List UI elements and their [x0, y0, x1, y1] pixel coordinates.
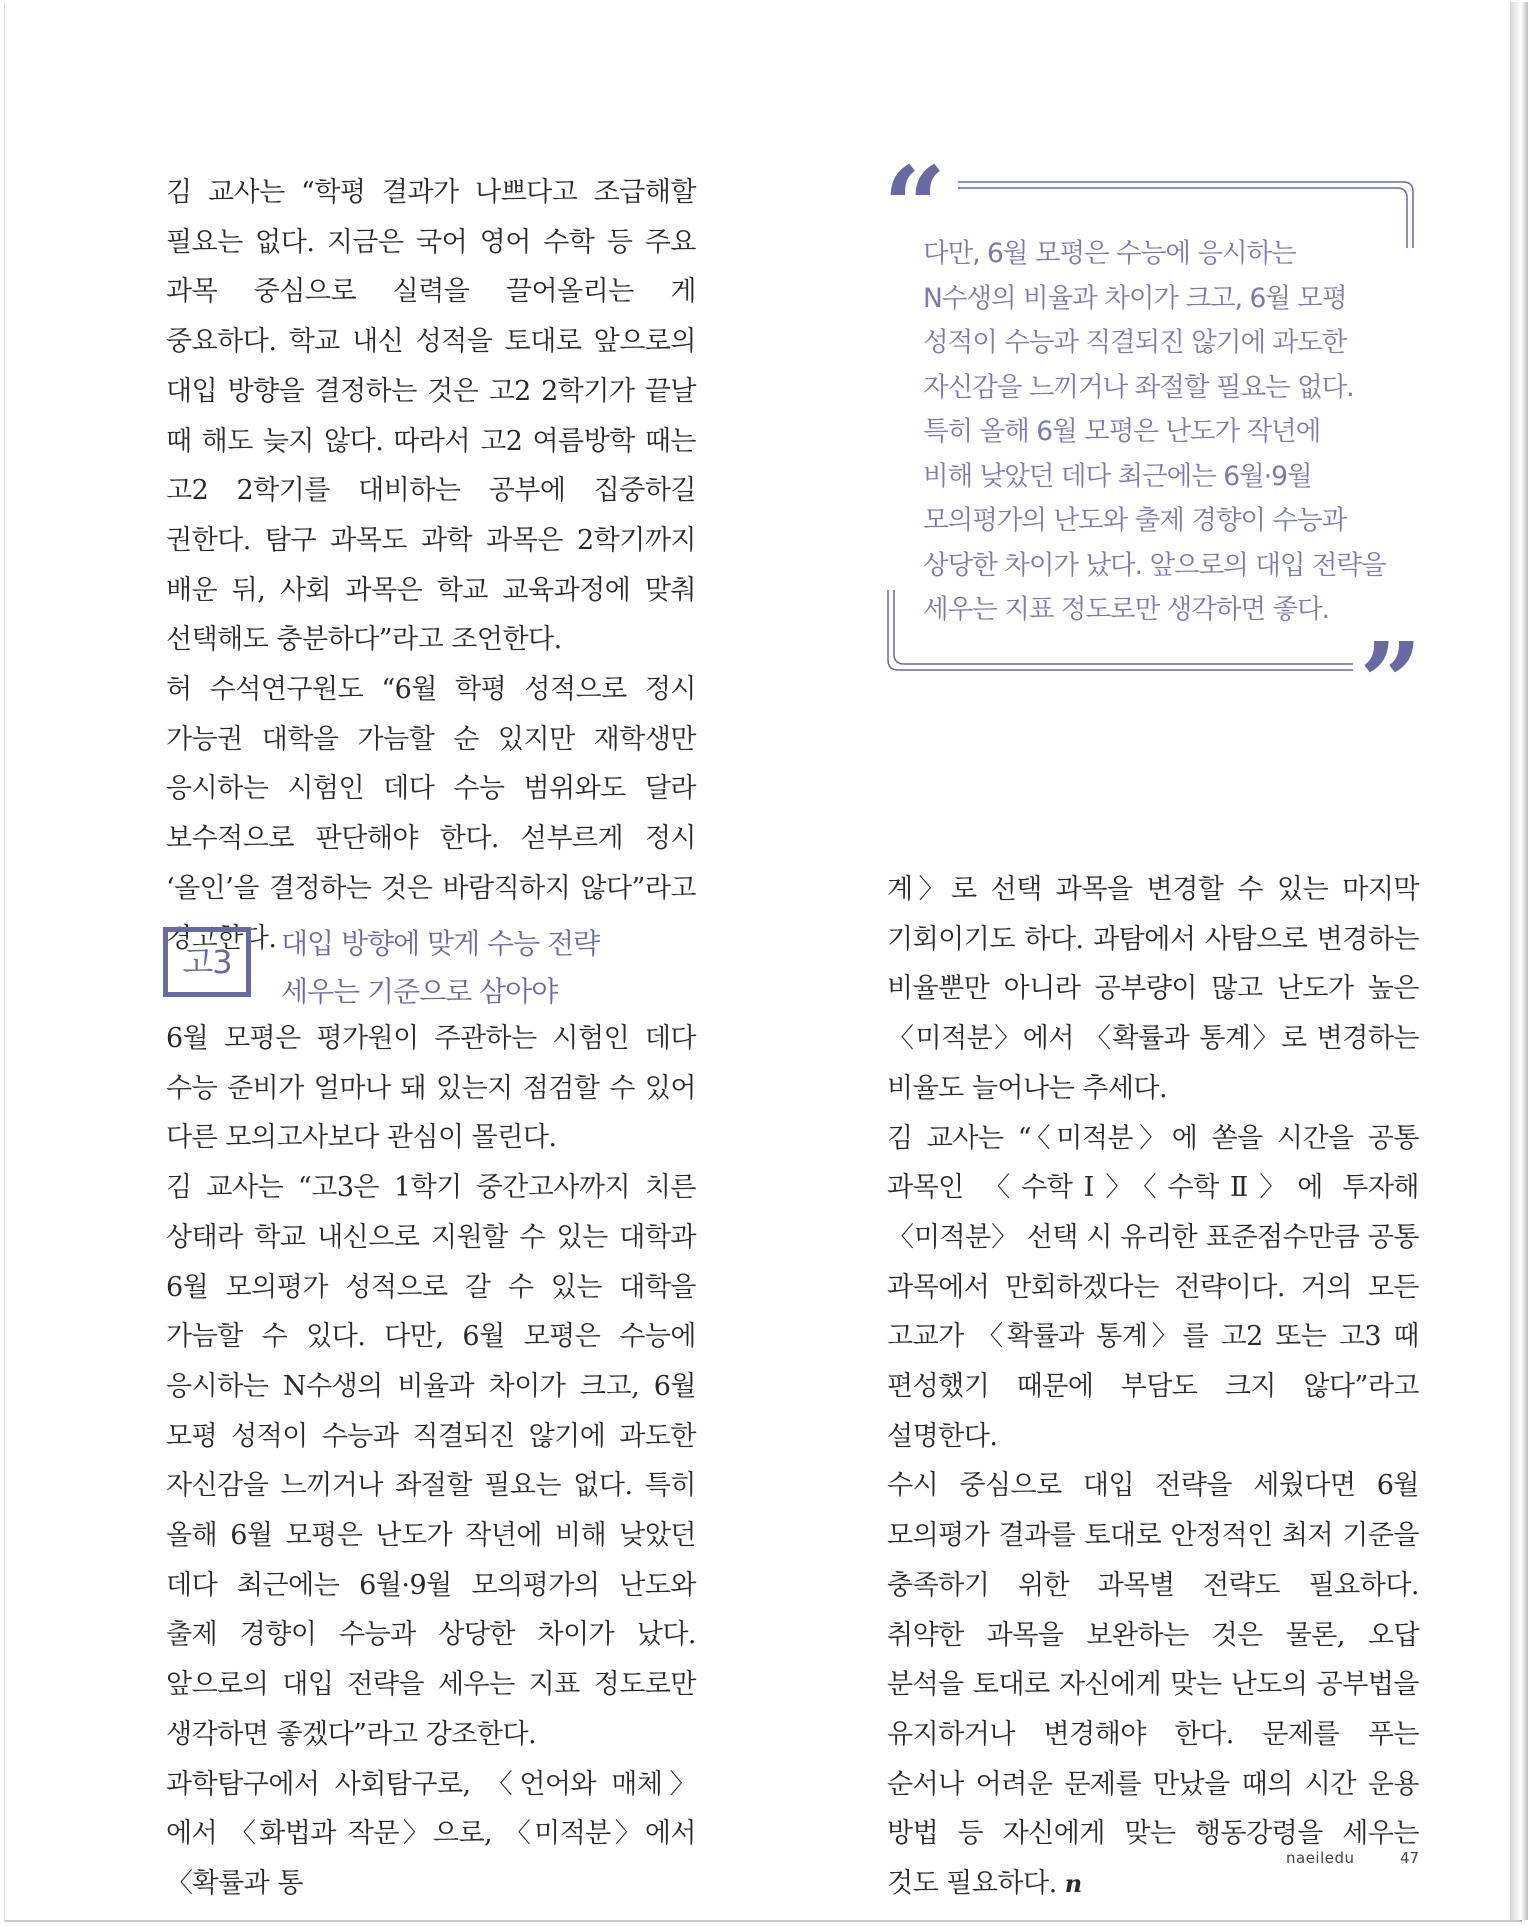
quote-text — [923, 232, 1403, 633]
page-number: 47 — [1400, 1849, 1420, 1867]
paragraph: 과학탐구에서 사회탐구로, 〈언어와 매체〉에서 〈화법과 작문〉으로, 〈미적분〉에서 〈확률과 통 — [166, 1768, 696, 1899]
quote-line: 성적이 수능과 직결되진 않기에 과도한 — [923, 327, 1347, 358]
section-heading — [163, 924, 703, 1006]
quote-line: 자신감을 느끼거나 좌절할 필요는 없다. — [923, 371, 1354, 403]
footer-brand: naeiledu — [1286, 1849, 1355, 1867]
page-edge-shadow — [1510, 2, 1528, 1920]
paragraph: 김 교사는 “학평 결과가 나쁘다고 조급해할 필요는 없다. 지금은 국어 영어 수학 등 주요 과목 중심으로 실력을 끌어올리는 게 중요하다. 학교 내신 성적을 토대로 앞으로의 대입 방향을 결정하는 것은 고2 2학기가 끝날 때 해도 늦지 않다. 따라서 고2 여름방학 때는 고2 2학기를 대비하는 공부에 집중하길 권한다. 탐구 과목도 과학 과목은 2학기까지 배운 뒤, 사회 과목은 학교 교육과정에 맞춰 선택해도 충분하다”라고 조언한다. — [166, 177, 696, 656]
quote-line: 모의평가의 난도와 출제 경향이 수능과 — [923, 505, 1347, 536]
quote-line: N수생의 비율과 차이가 크고, 6월 모평 — [923, 282, 1347, 314]
paragraph: 허 수석연구원도 “6월 학평 성적으로 정시 가능권 대학을 가늠할 순 있지만 재학생만 응시하는 시험인 데다 수능 범위와도 달라 보수적으로 판단해야 한다. 섣부르게 정시 ‘올인’을 결정하는 것은 바람직하지 않다”라고 경고한다. — [166, 674, 696, 954]
left-column-top — [166, 168, 696, 963]
section-badge: 고3 — [163, 927, 251, 997]
quote-line: 비해 낮았던 데다 최근에는 6월·9월 — [923, 460, 1312, 492]
paragraph: 김 교사는 “고3은 1학기 중간고사까지 치른 상태라 학교 내신으로 지원할 수 있는 대학과 6월 모의평가 성적으로 갈 수 있는 대학을 가늠할 수 있다. 다만, 6월 모평은 수능에 응시하는 N수생의 비율과 차이가 크고, 6월 모평 성적이 수능과 직결되진 않기에 과도한 자신감을 느끼거나 좌절할 필요는 없다. 특히 올해 6월 모평은 난도가 작년에 비해 낮았던 데다 최근에는 6월·9월 모의평가의 난도와 출제 경향이 수능과 상당한 차이가 났다. 앞으로의 대입 전략을 세우는 지표 정도로만 생각하면 좋겠다”라고 강조한다. — [166, 1172, 696, 1750]
quote-line: 상당한 차이가 났다. 앞으로의 대입 전략을 — [923, 549, 1386, 581]
left-column-bottom — [166, 1014, 696, 1909]
paragraph-text: 수시 중심으로 대입 전략을 세웠다면 6월 모의평가 결과를 토대로 안정적인 최저 기준을 충족하기 위한 과목별 전략도 필요하다. 취약한 과목을 보완하는 것은 물론, 오답 분석을 토대로 자신에게 맞는 난도의 공부법을 유지하거나 변경해야 한다. 문제를 푸는 순서나 어려운 문제를 만났을 때의 시간 운용 방법 등 자신에게 맞는 행동강령을 세우는 것도 필요하다. — [887, 1470, 1419, 1900]
section-title-line: 세우는 기준으로 삼아야 — [281, 975, 558, 1008]
close-quote-icon: ” — [1359, 618, 1423, 747]
paragraph: 계〉로 선택 과목을 변경할 수 있는 마지막 기회이기도 하다. 과탐에서 사탐으로 변경하는 비율뿐만 아니라 공부량이 많고 난도가 높은 〈미적분〉에서 〈확률과 통계〉로 변경하는 비율도 늘어나는 추세다. — [887, 874, 1419, 1104]
section-title-line: 대입 방향에 맞게 수능 전략 — [281, 927, 600, 960]
quote-line: 세우는 지표 정도로만 생각하면 좋다. — [923, 594, 1330, 625]
paragraph — [887, 1461, 1419, 1908]
quote-line: 특히 올해 6월 모평은 난도가 작년에 — [923, 416, 1321, 447]
paragraph: 6월 모평은 평가원이 주관하는 시험인 데다 수능 준비가 얼마나 돼 있는지 점검할 수 있어 다른 모의고사보다 관심이 몰린다. — [166, 1023, 696, 1154]
pull-quote — [883, 142, 1423, 747]
paragraph: 김 교사는 “〈미적분〉에 쏟을 시간을 공통 과목인 〈수학Ⅰ〉〈수학Ⅱ〉에 투자해 〈미적분〉 선택 시 유리한 표준점수만큼 공통 과목에서 만회하겠다는 전략이다. 거의 모든 고교가 〈확률과 통계〉를 고2 또는 고3 때 편성했기 때문에 부담도 크지 않다”라고 설명한다. — [887, 1122, 1419, 1452]
end-mark-icon: n — [1064, 1869, 1082, 1899]
open-quote-icon: “ — [883, 142, 947, 271]
quote-line: 다만, 6월 모평은 수능에 응시하는 — [923, 238, 1296, 269]
section-title — [281, 920, 599, 1016]
right-column — [887, 865, 1419, 1909]
